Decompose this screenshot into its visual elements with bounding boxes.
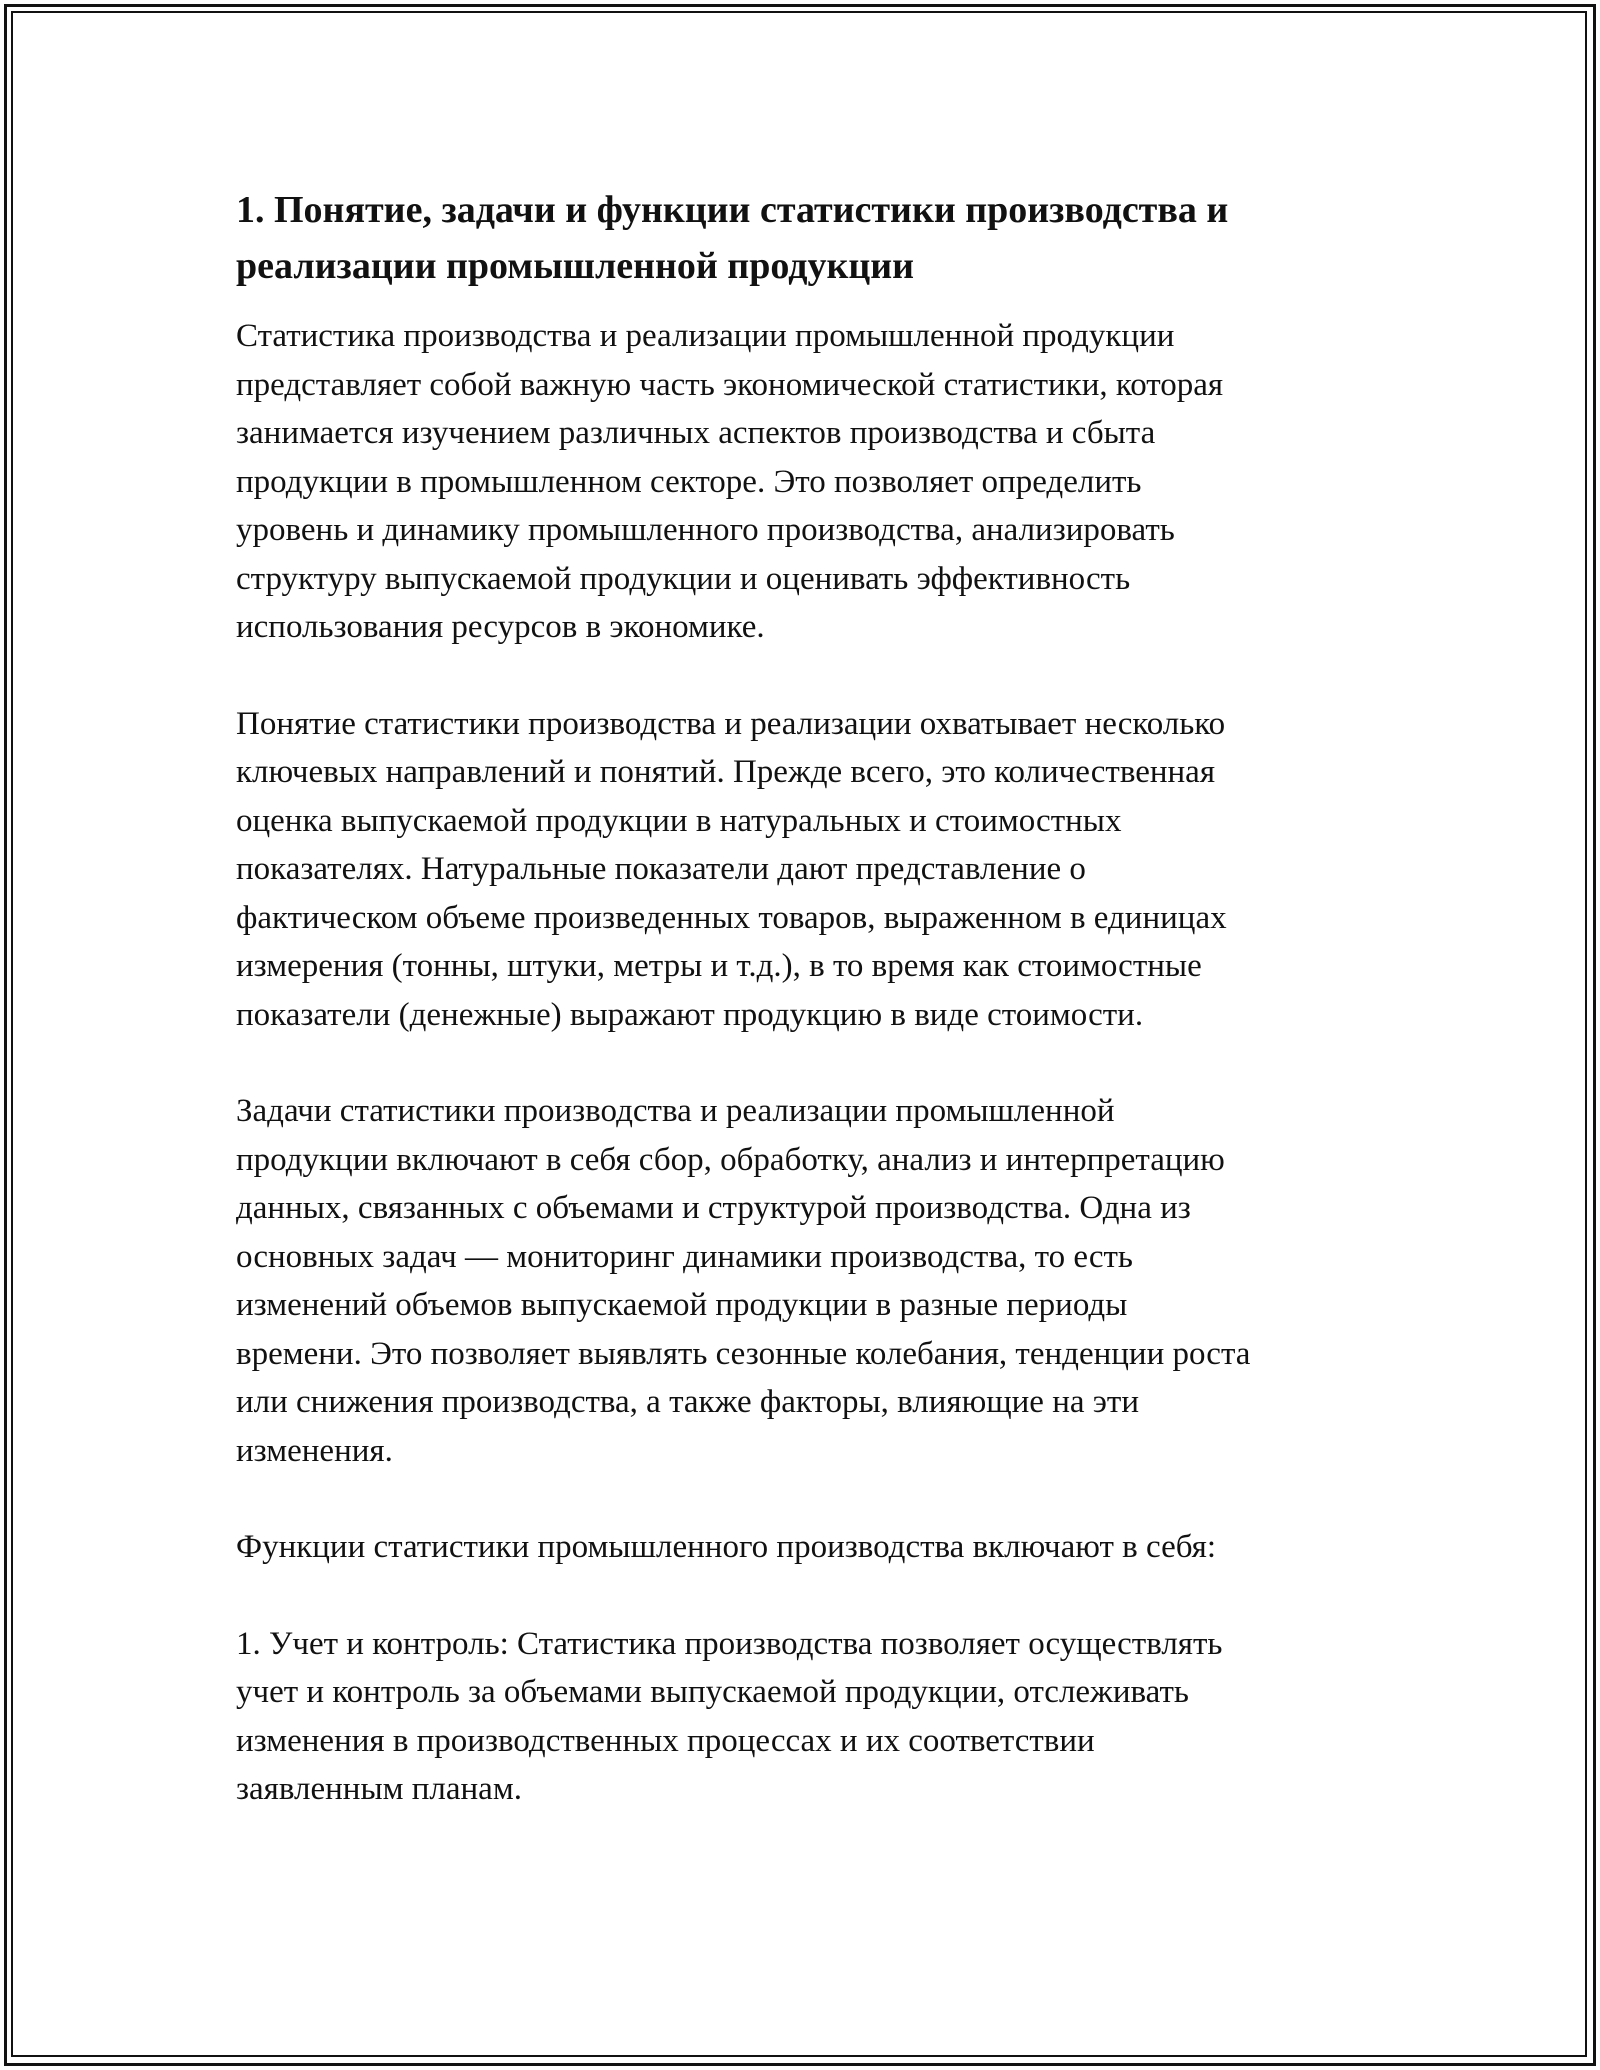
paragraph-line: продукции в промышленном секторе. Это позволяет определить [236,463,1142,500]
paragraph-line: данных, связанных с объемами и структурой производства. Одна из [236,1190,1191,1226]
paragraph-line: показатели (денежные) выражают продукцию в виде стоимости. [236,996,1144,1033]
paragraph-concept [236,700,1376,1040]
paragraph-line: заявленным планам. [236,1771,522,1807]
paragraph-line: времени. Это позволяет выявлять сезонные колебания, тенденции роста [236,1335,1251,1372]
document-body [236,182,1376,1862]
paragraph-line: Функции статистики промышленного производства включают в себя: [236,1529,1217,1565]
paragraph-line: изменения в производственных процессах и их соответствии [236,1722,1095,1759]
paragraph-line: структуру выпускаемой продукции и оценивать эффективность [236,560,1131,597]
paragraph-line: Понятие статистики производства и реализации охватывает несколько [236,705,1226,742]
paragraph-line: фактическом объеме произведенных товаров, выраженном в единицах [236,899,1227,936]
paragraph-line: изменения. [236,1432,393,1469]
paragraph-line: уровень и динамику промышленного производства, анализировать [236,512,1175,548]
paragraph-line: занимается изучением различных аспектов производства и сбыта [236,415,1156,451]
paragraph-line: изменений объемов выпускаемой продукции в разные периоды [236,1287,1128,1323]
paragraph-functions-intro [236,1523,1376,1572]
paragraph-tasks [236,1087,1376,1475]
paragraph-line: учет и контроль за объемами выпускаемой продукции, отслеживать [236,1674,1189,1710]
section-title-line: реализации промышленной продукции [236,245,915,287]
paragraph-line: основных задач — мониторинг динамики производства, то есть [236,1238,1133,1275]
paragraph-line: показателях. Натуральные показатели дают представление о [236,851,1086,887]
paragraph-line: 1. Учет и контроль: Статистика производства позволяет осуществлять [236,1625,1223,1662]
paragraph-line: использования ресурсов в экономике. [236,609,765,645]
paragraph-line: Задачи статистики производства и реализации промышленной [236,1093,1115,1129]
paragraph-line: Статистика производства и реализации промышленной продукции [236,318,1175,354]
paragraph-line: измерения (тонны, штуки, метры и т.д.), в то время как стоимостные [236,948,1202,984]
section-title [236,182,1376,294]
paragraph-intro [236,312,1376,652]
section-title-line: 1. Понятие, задачи и функции статистики производства и [236,189,1229,231]
paragraph-line: оценка выпускаемой продукции в натуральных и стоимостных [236,802,1122,839]
list-item-accounting-control [236,1620,1376,1814]
paragraph-line: или снижения производства, а также факторы, влияющие на эти [236,1384,1140,1420]
paragraph-line: ключевых направлений и понятий. Прежде всего, это количественная [236,754,1215,790]
paragraph-line: продукции включают в себя сбор, обработку, анализ и интерпретацию [236,1141,1225,1178]
paragraph-line: представляет собой важную часть экономической статистики, которая [236,366,1224,403]
